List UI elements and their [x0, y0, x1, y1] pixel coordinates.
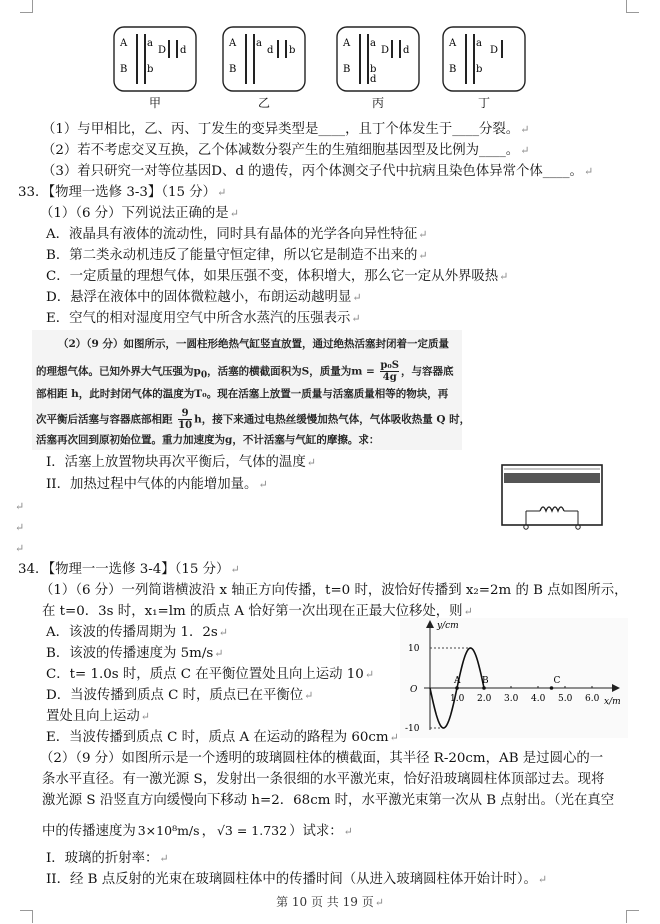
q34-option-d-line-2: 置处且向上运动↵ [46, 709, 150, 724]
x-tick-label: 6.0 [585, 694, 600, 704]
svg-text:B: B [343, 64, 351, 75]
empty-paragraph-mark: ↵ [15, 542, 25, 555]
svg-text:a: a [147, 38, 153, 49]
q34-option-e: E．当波传播到质点 C 时，质点 A 在运动的路程为 60cm↵ [46, 730, 399, 745]
q34-option-c: C．t= 1.0s 时，质点 C 在平衡位置处且向上运动 10↵ [46, 667, 375, 682]
svg-text:B: B [120, 64, 128, 75]
origin-label: O [410, 685, 418, 695]
diagram-label-jia: 甲 [149, 96, 162, 110]
corner-mark-bottom-right [626, 910, 639, 923]
svg-text:B: B [229, 64, 237, 75]
x-tick-label: 4.0 [531, 694, 546, 704]
page-footer: 第 10 页 共 19 页↵ [276, 895, 384, 909]
q33-p2-line-4: 次平衡后活塞与容器底部相距 $\frac{9}{10}$ h，接下来通过电热丝缓慢加热气体，气体吸收热量 Q 时， [36, 408, 471, 431]
chromosome-diagram-bing [336, 26, 420, 92]
x-tick-label: 5.0 [558, 694, 573, 704]
wave-chart [400, 618, 628, 738]
q33-part-ii: II．加热过程中气体的内能增加量。↵ [46, 477, 268, 492]
q-top-line-1: （1）与甲相比，乙、丙、丁发生的变异类型是____，且丁个体发生于____分裂。↵ [42, 122, 530, 137]
q34-p2-line-1: （2）（9 分）如图所示是一个透明的玻璃圆柱体的横截面，其半径 R-20cm，AB 是过圆心的一 [40, 751, 604, 766]
diagram-label-bing: 丙 [372, 96, 385, 110]
y-tick-label: -10 [405, 724, 420, 734]
chromosome-diagram-jia [113, 26, 197, 92]
svg-text:a: a [370, 38, 376, 49]
q33-part-i: I．活塞上放置物块再次平衡后，气体的温度↵ [46, 455, 316, 470]
point-a-marker [455, 686, 459, 690]
svg-text:D: D [158, 45, 167, 56]
corner-mark-bottom-left [20, 910, 33, 923]
svg-text:b: b [147, 64, 154, 75]
q33-option-b: B．第二类永动机违反了能量守恒定律，所以它是制造不出来的↵ [46, 248, 428, 263]
svg-text:b: b [370, 64, 377, 75]
q34-line-1: （1）（6 分）一列简谐横波沿 x 轴正方向传播，t=0 时，波恰好传播到 x₂=2m 的 B 点如图所示， [40, 583, 628, 598]
q33-p2-line-1: （2）（9 分）如图所示，一圆柱形绝热气缸竖直放置，通过绝热活塞封闭着一定质量 [58, 338, 450, 350]
q33-p2-line-3: 部相距 h，此时封闭气体的温度为T₀。现在活塞上放置一质量与活塞质量相等的物块，再 [36, 388, 449, 400]
q33-option-a: A．液晶具有液体的流动性，同时具有晶体的光学各向异性特征↵ [46, 227, 428, 242]
x-tick-label: 3.0 [504, 694, 519, 704]
svg-text:A: A [343, 38, 351, 49]
svg-text:D: D [490, 45, 499, 56]
point-b-label: B [482, 676, 489, 686]
x-axis-arrow [612, 684, 620, 692]
q34-option-a: A．该波的传播周期为 1．2s↵ [46, 625, 228, 640]
q34-title: 34．【物理一一选修 3-4】（15 分）↵ [18, 562, 240, 577]
q33-option-e: E．空气的相对湿度用空气中所含水蒸汽的压强表示↵ [46, 311, 361, 326]
q33-p2-line-5: 活塞再次回到原初始位置。重力加速度为g，不计活塞与气缸的摩擦。求： [36, 434, 380, 446]
point-a-label: A [454, 676, 461, 686]
q-top-line-2: （2）若不考虑交叉互换，乙个体减数分裂产生的生殖细胞基因型及比例为____。↵ [42, 143, 530, 158]
q34-p2-line-3: 激光源 S 沿竖直方向缓慢向下移动 h=2．68cm 时，水平激光束第一次从 B 点射出。（光在真空 [42, 793, 615, 808]
corner-mark-top-right [626, 0, 639, 13]
q34-line-2: 在 t=0．3s 时，x₁=lm 的质点 A 恰好第一次出现在正最大位移处，则↵ [42, 604, 473, 619]
svg-text:b: b [476, 64, 483, 75]
svg-text:d: d [370, 74, 377, 85]
point-b-marker [482, 686, 486, 690]
diagram-label-ding: 丁 [478, 96, 491, 110]
q34-part-ii: II．经 B 点反射的光束在玻璃圆柱体中的传播时间（从进入玻璃圆柱体开始计时）。↵ [46, 872, 548, 887]
chromosome-diagram-ding [442, 26, 526, 92]
svg-text:B: B [449, 64, 457, 75]
q34-option-d-line-1: D．当波传播到质点 C 时，质点已在平衡位↵ [46, 688, 314, 703]
q-top-line-3: （3）着只研究一对等位基因D、d 的遗传，丙个体测交子代中抗病且染色体异常个体____。↵ [42, 164, 594, 179]
x-axis-label: x/m [604, 697, 621, 707]
svg-text:b: b [289, 45, 296, 56]
chromosome-diagram-yi [222, 26, 306, 92]
q33-p2-line-2: 的理想气体。已知外界大气压强为$p_0$，活塞的横截面积为S，质量为m = $\frac{\text{p₀S}}{4g}$ ，与容器底 [36, 360, 454, 383]
svg-text:A: A [229, 38, 237, 49]
q34-p2-line-4: 中的传播速度为 3×10⁸m/s ， √3 = 1.732 ）试求：↵ [42, 823, 353, 839]
y-axis-arrow [426, 620, 434, 628]
q34-part-i: I．玻璃的折射率：↵ [46, 851, 169, 866]
y-tick-label: 10 [408, 644, 420, 654]
svg-text:A: A [120, 38, 128, 49]
q33-title: 33．【物理一选修 3-3】（15 分）↵ [18, 185, 227, 200]
svg-text:A: A [449, 38, 457, 49]
empty-paragraph-mark: ↵ [15, 500, 25, 513]
svg-text:D: D [381, 45, 390, 56]
q33-option-d: D．悬浮在液体中的固体微粒越小，布朗运动越明显↵ [46, 290, 362, 305]
svg-text:d: d [267, 45, 274, 56]
x-tick-label: 2.0 [477, 694, 492, 704]
q33-part2-scanned-block [32, 330, 471, 450]
q34-p2-line-2: 条水平直径。有一激光源 S，发射出一条很细的水平激光束，恰好沿玻璃圆柱体顶部过去。现将 [42, 772, 605, 787]
svg-text:a: a [476, 38, 482, 49]
point-c-marker [550, 686, 554, 690]
q34-option-b: B．该波的传播速度为 5m/s↵ [46, 646, 224, 661]
svg-text:a: a [256, 38, 262, 49]
svg-text:d: d [180, 45, 187, 56]
point-c-label: C [553, 676, 561, 686]
q33-option-c: C．一定质量的理想气体，如果压强不变，体积增大，那么它一定从外界吸热↵ [46, 269, 509, 284]
gas-cylinder-figure [500, 463, 605, 531]
q33-sub1: （1）（6 分）下列说法正确的是↵ [40, 206, 239, 221]
svg-text:d: d [403, 45, 410, 56]
x-tick-label: 1.0 [450, 694, 465, 704]
corner-mark-top-left [20, 0, 33, 13]
empty-paragraph-mark: ↵ [15, 521, 25, 534]
diagram-label-yi: 乙 [258, 96, 271, 110]
y-axis-label: y/cm [437, 621, 459, 631]
